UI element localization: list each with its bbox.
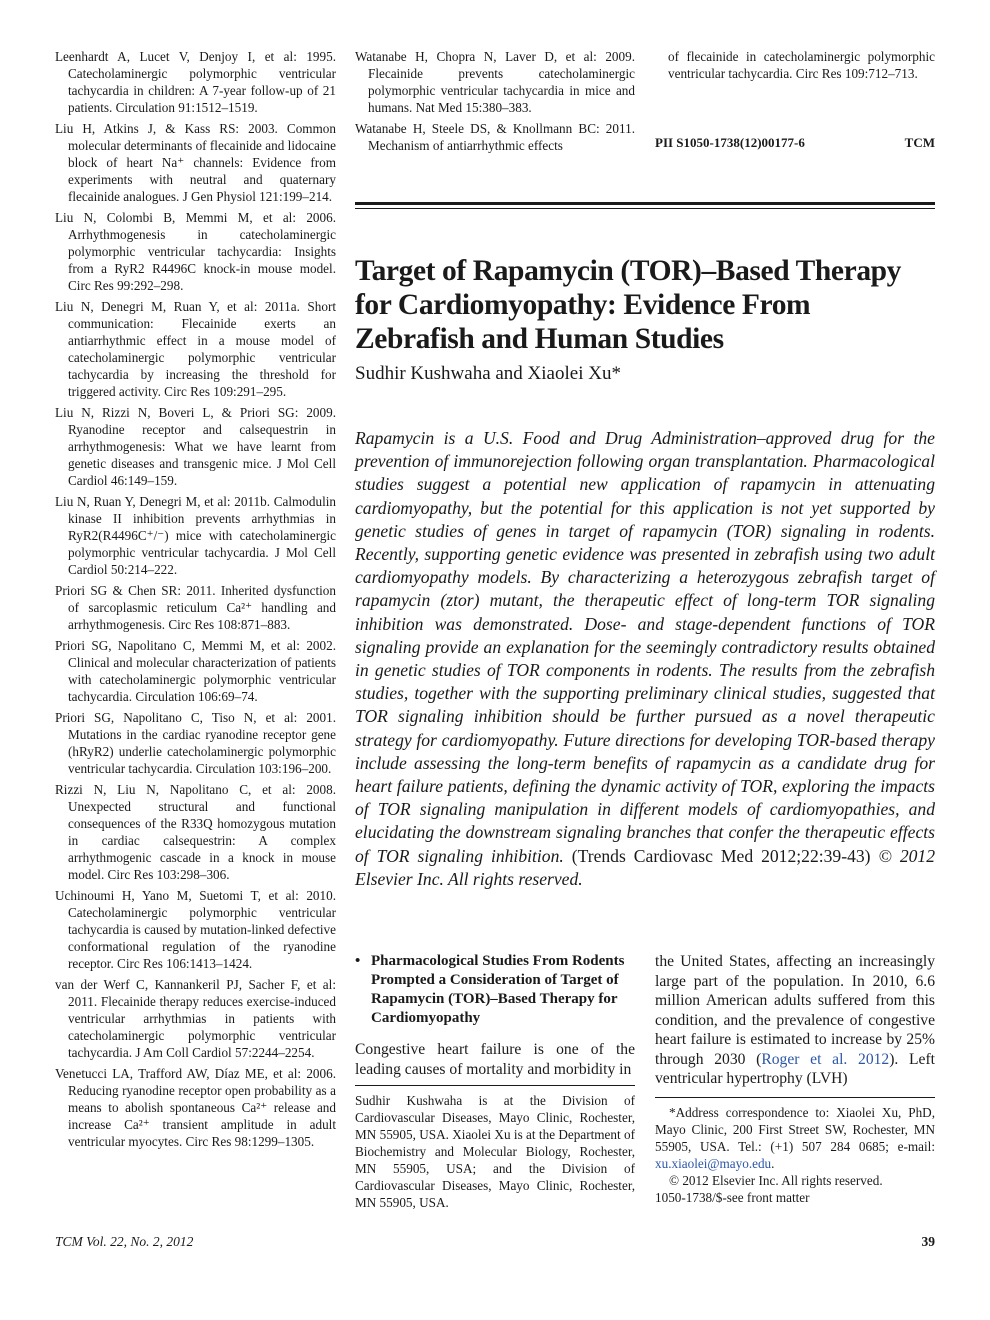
abstract-text: Rapamycin is a U.S. Food and Drug Administration–approved drug for the prevention of immunorejection following organ transplantation. Pharmacological studies suggest a potential new application of rapamycin in attenuating cardiomyopathy, but the potential for this application is not yet supported by genetic studies of genes in target of rapamycin (TOR) signaling in rodents. Recently, supporting genetic evidence was presented in zebrafish using two adult cardiomyopathy models. By characterizing a heterozygous zebrafish target of rapamycin (ztor) mutant, the therapeutic effect of long-term TOR signaling inhibition was demonstrated. Dose- and stage-dependent functions of TOR signaling provide an explanation for the seemingly contradictory results obtained in genetic studies of TOR components in rodents. The results from the zebrafish studies, together with the supporting preliminary clinical studies, suggested that TOR signaling inhibition should be further pursued as a novel therapeutic strategy for cardiomyopathy. Future directions for developing TOR-based therapy include assessing the long-term benefits of rapamycin as a candidate drug for heart failure patients, defining the dynamic activity of TOR, exploring the impacts of TOR signaling manipulation in different models of cardiomyopathies, and elucidating the downstream signaling branches that confer the therapeutic effects of TOR signaling inhibition. xyxy=(355,428,935,866)
journal-abbrev: TCM xyxy=(904,135,935,150)
section-column xyxy=(355,952,635,1211)
footnote-rule xyxy=(355,1085,635,1086)
page-number: 39 xyxy=(921,1234,935,1249)
correspondence-text: *Address correspondence to: Xiaolei Xu, PhD, Mayo Clinic, 200 First Street SW, Rochester, MN 55905, USA. Tel.: (+1) 507 284 0685; e-mail: xyxy=(655,1104,935,1154)
reference-item: Priori SG, Napolitano C, Tiso N, et al: 2001. Mutations in the cardiac ryanodine receptor gene (hRyR2) underlie catecholaminergic polymorphic ventricular tachycardia. Circulation 103:196–200. xyxy=(55,710,336,776)
footer-journal: TCM Vol. 22, No. 2, 2012 xyxy=(55,1234,194,1249)
reference-item: Watanabe H, Steele DS, & Knollmann BC: 2011. Mechanism of antiarrhythmic effects xyxy=(355,121,635,153)
article-authors: Sudhir Kushwaha and Xiaolei Xu* xyxy=(355,363,621,384)
reference-item: Liu H, Atkins J, & Kass RS: 2003. Common molecular determinants of flecainide and lidocaine block of heart Na⁺ channels: Evidence from experiments with neutral and quaternary flecainide analogues. J Gen Physiol 121:199–214. xyxy=(55,121,336,204)
body-text-before-link: the United States, affecting an increasingly large part of the population. In 2010, 6.6 million American adults suffered from this condition, and the prevalence of congestive heart failure is estimated to increase by 25% through 2030 ( xyxy=(655,953,935,1068)
reference-item: Venetucci LA, Trafford AW, Díaz ME, et al: 2006. Reducing ryanodine receptor open probability as a means to abolish spontaneous Ca²⁺ release and increase Ca²⁺ transient amplitude in adult ventricular myocytes. Circ Res 98:1299–1305. xyxy=(55,1066,336,1149)
references-middle-column xyxy=(355,48,635,158)
abstract xyxy=(355,427,935,891)
reference-item: Watanabe H, Chopra N, Laver D, et al: 2009. Flecainide prevents catecholaminergic polymorphic ventricular tachycardia in mice and humans. Nat Med 15:380–383. xyxy=(355,49,635,115)
citation-link[interactable]: Roger et al. 2012 xyxy=(761,1050,890,1068)
section-heading-text: Pharmacological Studies From Rodents Prompted a Consideration of Target of Rapamycin (TOR)–Based Therapy for Cardiomyopathy xyxy=(371,953,625,1026)
title-rule-thick xyxy=(355,202,935,205)
reference-item: Rizzi N, Liu N, Napolitano C, et al: 2008. Unexpected structural and functional consequences of the R33Q homozygous mutation in cardiac calsequestrin: A complex arrhythmogenic cascade in a knock in mouse model. Circ Res 103:298–306. xyxy=(55,782,336,882)
body-right-column xyxy=(655,952,935,1206)
body-paragraph-start: Congestive heart failure is one of the leading causes of mortality and morbidity in xyxy=(355,1041,635,1078)
abstract-copyright: © 2012 Elsevier Inc. All rights reserved. xyxy=(355,845,936,889)
reference-item: Liu N, Ruan Y, Denegri M, et al: 2011b. Calmodulin kinase II inhibition prevents arrhythmias in RyR2(R4496C⁺/⁻) mice with catecholaminergic polymorphic ventricular tachycardia. J Mol Cell Cardiol 50:214–222. xyxy=(55,494,336,577)
reference-item: Liu N, Denegri M, Ruan Y, et al: 2011a. Short communication: Flecainide exerts an antiarrhythmic effect in a mouse model of catecholaminergic polymorphic ventricular tachycardia by increasing the threshold for triggered activity. Circ Res 109:291–295. xyxy=(55,299,336,399)
pii-line xyxy=(655,135,935,151)
reference-item: Liu N, Rizzi N, Boveri L, & Priori SG: 2009. Ryanodine receptor and calsequestrin in arrhythmogenesis: What we have learnt from genetic diseases and transgenic mice. J Mol Cell Cardiol 46:149–159. xyxy=(55,405,336,488)
correspondence-footnote xyxy=(655,1104,935,1172)
reference-item: Priori SG & Chen SR: 2011. Inherited dysfunction of sarcoplasmic reticulum Ca²⁺ handling and arrhythmogenesis. Circ Res 108:871–883. xyxy=(55,583,336,632)
copyright-line: © 2012 Elsevier Inc. All rights reserved. xyxy=(669,1172,883,1188)
references-left-column xyxy=(55,48,336,1154)
correspondence-rule xyxy=(655,1097,935,1098)
reference-continuation: of flecainide in catecholaminergic polymorphic ventricular tachycardia. Circ Res 109:712–713. xyxy=(668,49,935,81)
reference-item: Uchinoumi H, Yano M, Suetomi T, et al: 2010. Catecholaminergic polymorphic ventricular tachycardia is caused by mutation-linked defective conformational regulation of the ryanodine receptor. Circ Res 106:1413–1424. xyxy=(55,888,336,971)
affiliation-footnote: Sudhir Kushwaha is at the Division of Cardiovascular Diseases, Mayo Clinic, Rochester, MN 55905, USA. Xiaolei Xu is at the Department of Biochemistry and Molecular Biology, Rochester, MN 55905, USA; and the Division of Cardiovascular Diseases, Mayo Clinic, Rochester, MN 55905, USA. xyxy=(355,1093,635,1210)
body-paragraph-continued xyxy=(655,952,935,1089)
body-text-after-link: ). Left ventricular hypertrophy (LVH) xyxy=(655,1050,936,1087)
title-rule-thin xyxy=(355,208,935,209)
reference-item: Priori SG, Napolitano C, Memmi M, et al: 2002. Clinical and molecular characterization of patients with catecholaminergic polymorphic ventricular tachycardia. Circulation 106:69–74. xyxy=(55,638,336,704)
reference-item: Liu N, Colombi B, Memmi M, et al: 2006. Arrhythmogenesis in catecholaminergic polymorphic ventricular tachycardia: Insights from a RyR2 R4496C knock-in mouse model. Circ Res 99:292–298. xyxy=(55,210,336,293)
pii-code: PII S1050-1738(12)00177-6 xyxy=(655,135,805,150)
issn-line: 1050-1738/$-see front matter xyxy=(655,1189,810,1205)
reference-item: Leenhardt A, Lucet V, Denjoy I, et al: 1995. Catecholaminergic polymorphic ventricular tachycardia in children: A 7-year follow-up of 21 patients. Circulation 91:1512–1519. xyxy=(55,49,336,115)
article-title: Target of Rapamycin (TOR)–Based Therapy for Cardiomyopathy: Evidence From Zebrafish and Human Studies xyxy=(355,255,902,355)
correspondence-end: . xyxy=(771,1155,775,1171)
email-link[interactable]: xu.xiaolei@mayo.edu xyxy=(655,1155,772,1171)
reference-item: van der Werf C, Kannankeril PJ, Sacher F, et al: 2011. Flecainide therapy reduces exercise-induced ventricular arrhythmias in patients with catecholaminergic polymorphic ventricular tachycardia. J Am Coll Cardiol 57:2244–2254. xyxy=(55,977,336,1060)
references-right-column xyxy=(655,48,935,82)
abstract-citation: (Trends Cardiovasc Med 2012;22:39-43) xyxy=(571,845,871,866)
bullet-icon: • xyxy=(355,953,361,969)
section-heading xyxy=(355,952,635,1028)
